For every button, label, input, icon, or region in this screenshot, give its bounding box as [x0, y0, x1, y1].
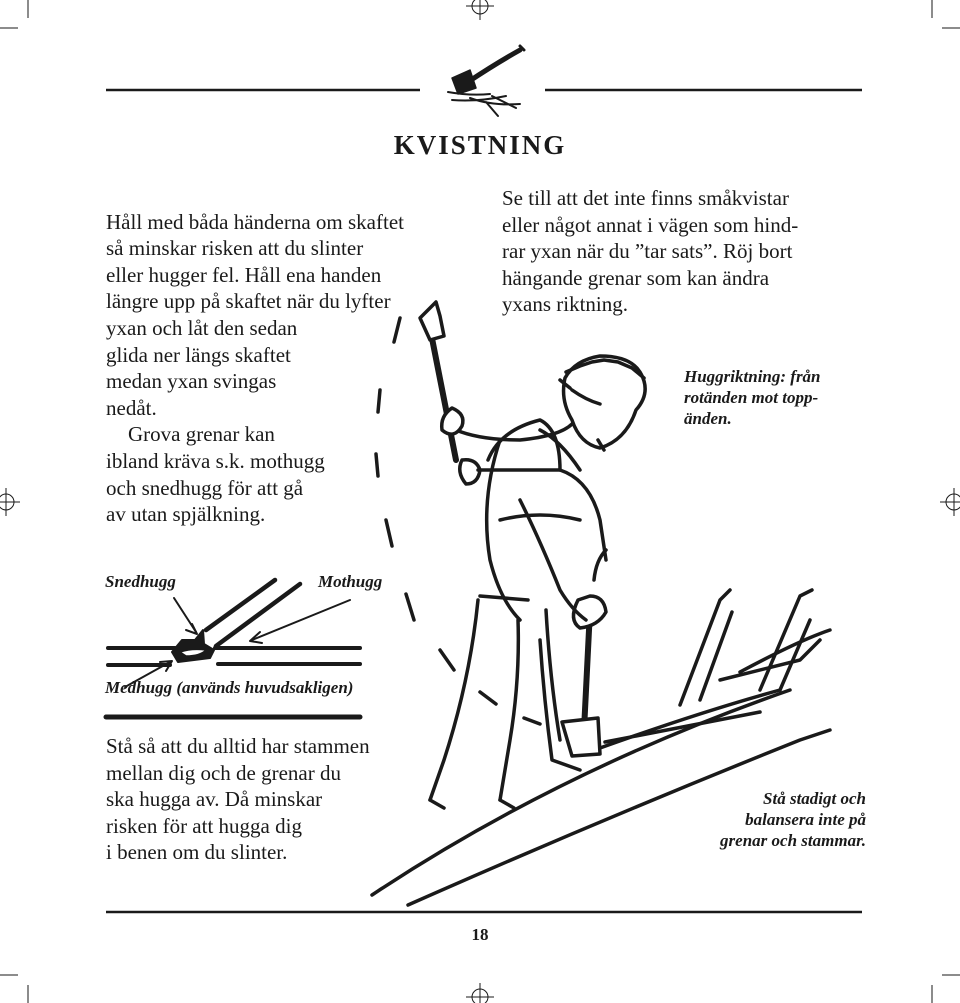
page-title: KVISTNING: [393, 130, 567, 160]
left-top-paragraph-part1: Håll med båda händerna om skaftet så minskar risken att du slinter eller hugger fel. Håll ena handen längre upp på skaftet när du lyfter yxan och låt den sedan glida ner längs skaftet medan yxan svingas nedåt.: [106, 209, 404, 420]
huggriktning-caption: Huggriktning: från rotänden mot topp- änden.: [684, 367, 821, 428]
stadigt-caption: Stå stadigt och balansera inte på grenar och stammar.: [720, 789, 866, 850]
snedhugg-label: Snedhugg: [105, 572, 176, 591]
page-number: 18: [471, 925, 489, 944]
left-top-paragraph-part2: Grova grenar kan ibland kräva s.k. mothugg och snedhugg för att gå av utan spjälkning.: [106, 422, 325, 527]
left-top-paragraph: [106, 182, 466, 554]
right-top-paragraph: Se till att det inte finns småkvistar eller något annat i vägen som hind- rar yxan när du ”tar sats”. Röj bort hängande grenar som kan ändra yxans riktning.: [502, 186, 799, 317]
mothugg-label: Mothugg: [318, 572, 383, 591]
axe-icon: [448, 46, 524, 116]
medhugg-label: Medhugg (används huvudsakligen): [105, 678, 354, 697]
left-bottom-paragraph: Stå så att du alltid har stammen mellan dig och de grenar du ska hugga av. Då minskar risken för att hugga dig i benen om du slinter.: [106, 734, 370, 865]
